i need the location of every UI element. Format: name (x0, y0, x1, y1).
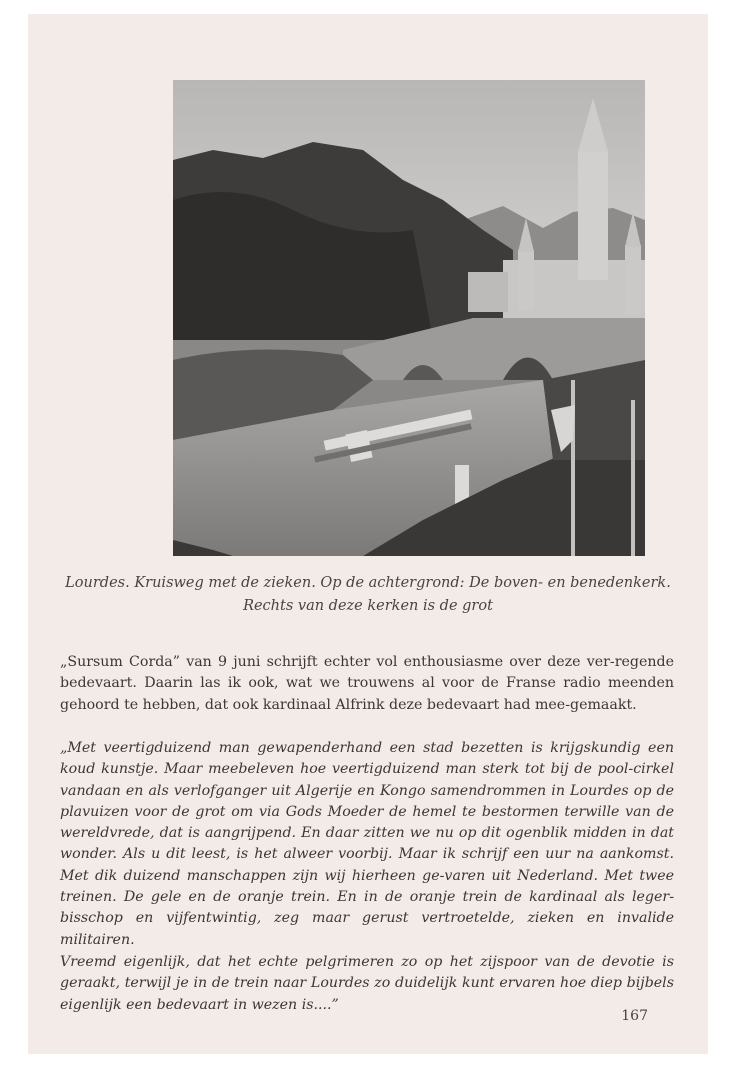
quote-paragraph-1: „Met veertigduizend man gewapenderhand een stad bezetten is krijgskundig een koud kunstje. Maar meebeleven hoe veertigduizend man sterk tot bij de pool-cirkel vandaan en als verlofganger uit Algerije en Kongo samendrommen in Lourdes op de plavuizen voor de grot om via Gods Moeder de hemel te bestormen terwille van de wereldvrede, dat is aangrijpend. En daar zitten we nu op dit ogenblik midden in dat wonder. Als u dit leest, is het alweer voorbij. Maar ik schrijf een uur na aankomst. Met dik duizend manschappen zijn wij hierheen ge-varen uit Nederland. Met twee treinen. De gele en de oranje trein. En in de oranje trein de kardinaal als leger-bisschop en vijfentwintig, zeg maar gerust vertroetelde, zieken en invalide militairen. (60, 740, 674, 948)
lourdes-photo (173, 80, 645, 556)
photo-caption (48, 572, 688, 618)
caption-line-1: Lourdes. Kruisweg met de zieken. Op de achtergrond: De boven- en benedenkerk. (65, 575, 671, 591)
quote-paragraph-2: Vreemd eigenlijk, dat het echte pelgrimeren zo op het zijspoor van de devotie is geraakt, terwijl je in de trein naar Lourdes zo duidelijk kunt ervaren hoe diep bijbels eigenlijk een bedevaart in wezen is....” (60, 954, 674, 1013)
book-page (28, 14, 708, 1054)
page-number: 167 (621, 1008, 648, 1024)
caption-line-2: Rechts van deze kerken is de grot (243, 598, 493, 614)
lourdes-photo-illustration (173, 80, 645, 556)
paragraph-1: „Sursum Corda” van 9 juni schrijft echter vol enthousiasme over deze ver-regende bedevaart. Daarin las ik ook, wat we trouwens al voor de Franse radio meenden gehoord te hebben, dat ook kardinaal Alfrink deze bedevaart had mee-gemaakt. (60, 654, 674, 713)
